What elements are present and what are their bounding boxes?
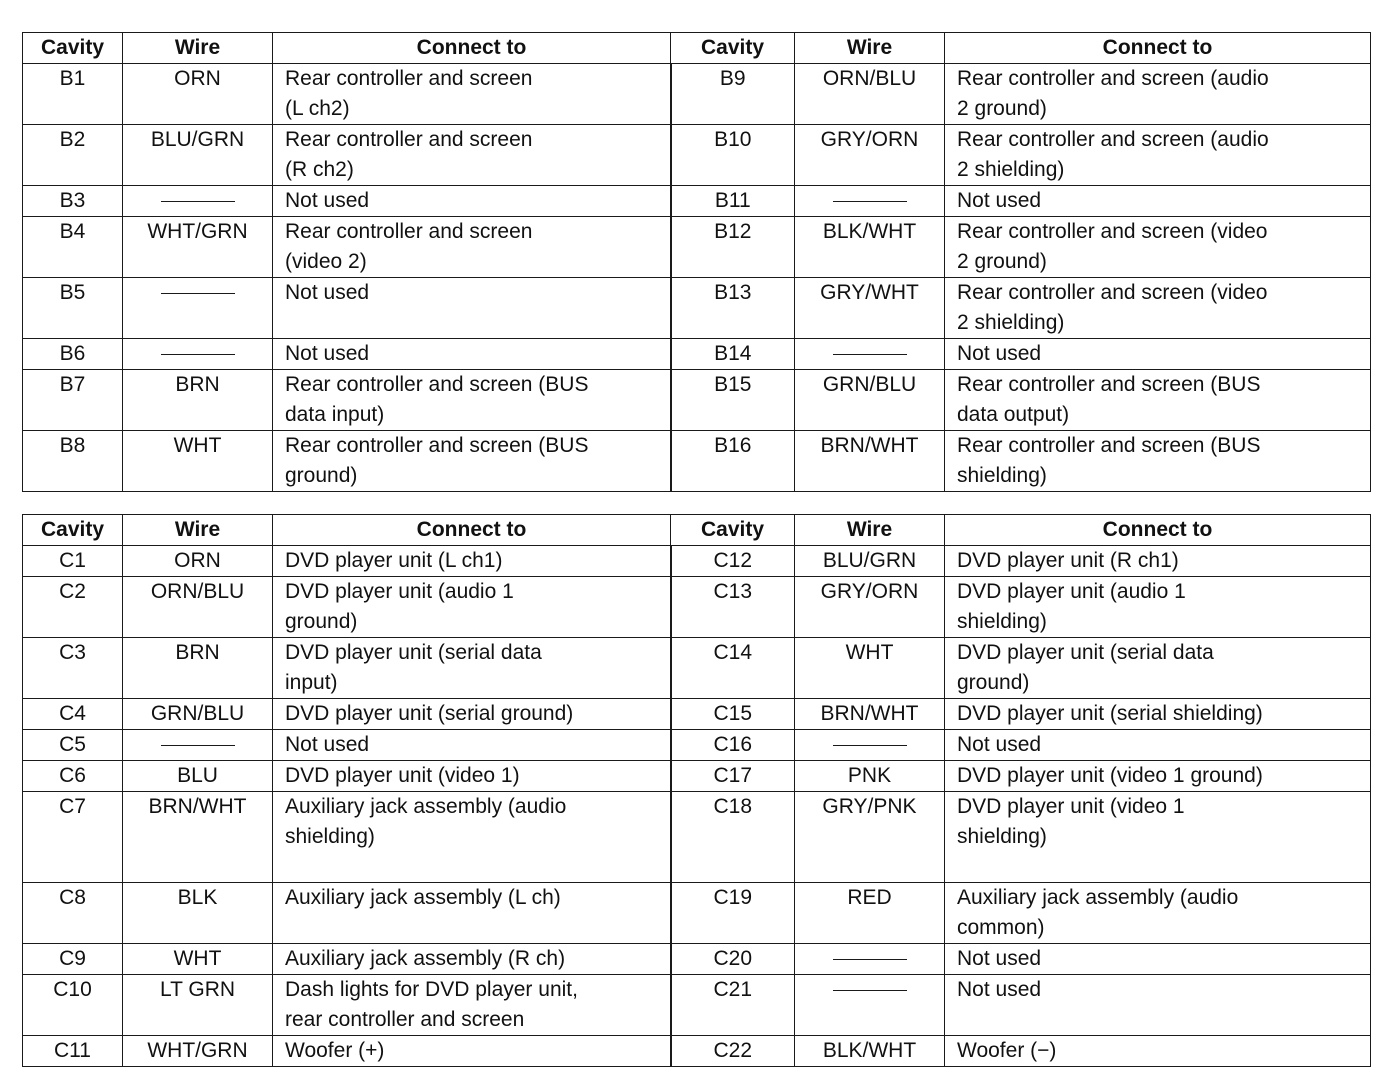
- connect-to-cell: [945, 370, 1371, 431]
- wire-color-cell: GRN/BLU: [123, 699, 273, 730]
- connect-to-cell: [945, 186, 1371, 217]
- connect-to-cell: [273, 546, 671, 577]
- cavity-cell: B8: [23, 431, 123, 492]
- table-row: [23, 64, 1371, 125]
- cavity-cell: B14: [671, 339, 795, 370]
- connect-to-line: ground): [285, 464, 358, 487]
- cavity-cell: B5: [23, 278, 123, 339]
- table-row: [23, 730, 1371, 761]
- table-row: [23, 217, 1371, 278]
- cavity-cell: C8: [23, 883, 123, 944]
- connect-to-line: Auxiliary jack assembly (audio: [957, 886, 1239, 909]
- table-row: [23, 761, 1371, 792]
- wire-color-cell: GRY/PNK: [795, 792, 945, 883]
- table-row: [23, 944, 1371, 975]
- wire-color-cell: WHT: [123, 431, 273, 492]
- connect-to-line: DVD player unit (L ch1): [285, 549, 503, 572]
- connect-to-line: DVD player unit (video 1 ground): [957, 764, 1263, 787]
- connect-to-line: [957, 852, 1370, 882]
- connect-to-cell: [273, 699, 671, 730]
- connect-to-line: Rear controller and screen (audio: [957, 128, 1269, 151]
- wire-color-cell: BLK/WHT: [795, 217, 945, 278]
- connect-to-cell: [945, 217, 1371, 278]
- wire-none-cell: [795, 730, 945, 761]
- cavity-cell: C22: [671, 1036, 795, 1067]
- connect-to-cell: [945, 730, 1371, 761]
- cavity-cell: B9: [671, 64, 795, 125]
- no-wire-dash: [833, 201, 907, 202]
- cavity-header: Cavity: [671, 33, 795, 64]
- wire-none-cell: [795, 186, 945, 217]
- wire-color-cell: GRY/WHT: [795, 278, 945, 339]
- cavity-cell: C9: [23, 944, 123, 975]
- connect-to-line: 2 ground): [957, 250, 1047, 273]
- connect-to-line: common): [957, 916, 1045, 939]
- connect-to-line: shielding): [957, 825, 1047, 848]
- connect-to-line: Not used: [957, 978, 1042, 1001]
- connect-to-line: DVD player unit (serial data: [285, 641, 542, 664]
- connect-to-cell: [945, 792, 1371, 883]
- cavity-cell: C18: [671, 792, 795, 883]
- wire-none-cell: [123, 186, 273, 217]
- wire-none-cell: [795, 944, 945, 975]
- wire-color-cell: WHT/GRN: [123, 217, 273, 278]
- header-row: [23, 33, 1371, 64]
- wire-none-cell: [123, 278, 273, 339]
- table-row: [23, 339, 1371, 370]
- connect-to-cell: [273, 125, 671, 186]
- connect-to-line: Rear controller and screen (BUS: [957, 434, 1261, 457]
- cavity-cell: B3: [23, 186, 123, 217]
- cavity-cell: C13: [671, 577, 795, 638]
- no-wire-dash: [161, 354, 235, 355]
- connect-to-line: [285, 852, 670, 882]
- cavity-cell: C3: [23, 638, 123, 699]
- cavity-cell: B16: [671, 431, 795, 492]
- connect-to-cell: [945, 125, 1371, 186]
- connect-to-line: Not used: [285, 189, 370, 212]
- cavity-cell: B12: [671, 217, 795, 278]
- connect-to-line: data output): [957, 403, 1070, 426]
- wire-none-cell: [123, 339, 273, 370]
- cavity-cell: C2: [23, 577, 123, 638]
- connect-to-line: DVD player unit (serial ground): [285, 702, 574, 725]
- connect-to-cell: [945, 431, 1371, 492]
- wire-color-cell: WHT: [795, 638, 945, 699]
- cavity-cell: B4: [23, 217, 123, 278]
- connect-to-cell: [945, 339, 1371, 370]
- connect-to-line: (L ch2): [285, 97, 350, 120]
- connector-c-pinout-table: [22, 514, 1371, 1067]
- wire-header: Wire: [795, 33, 945, 64]
- table-row: [23, 1036, 1371, 1067]
- connect-to-line: Not used: [957, 947, 1042, 970]
- connect-to-line: (R ch2): [285, 158, 354, 181]
- connect-to-line: rear controller and screen: [285, 1008, 525, 1031]
- table-row: [23, 370, 1371, 431]
- cavity-cell: C21: [671, 975, 795, 1036]
- cavity-cell: B11: [671, 186, 795, 217]
- cavity-cell: C19: [671, 883, 795, 944]
- cavity-cell: C15: [671, 699, 795, 730]
- wire-header: Wire: [795, 515, 945, 546]
- connect-to-cell: [273, 64, 671, 125]
- connect-to-cell: [273, 278, 671, 339]
- no-wire-dash: [833, 959, 907, 960]
- connect-to-line: Rear controller and screen (video: [957, 220, 1268, 243]
- cavity-header: Cavity: [23, 33, 123, 64]
- connect-to-cell: [273, 761, 671, 792]
- connector-b-pinout-table: [22, 32, 1371, 492]
- connect-to-cell: [273, 792, 671, 883]
- table-row: [23, 278, 1371, 339]
- connect-to-header: Connect to: [273, 33, 671, 64]
- table-row: [23, 792, 1371, 883]
- connect-to-cell: [273, 186, 671, 217]
- table-row: [23, 699, 1371, 730]
- wire-color-cell: BLU/GRN: [123, 125, 273, 186]
- wire-color-cell: ORN/BLU: [795, 64, 945, 125]
- cavity-cell: C1: [23, 546, 123, 577]
- cavity-header: Cavity: [671, 515, 795, 546]
- cavity-cell: C10: [23, 975, 123, 1036]
- connect-to-line: Rear controller and screen (BUS: [285, 373, 589, 396]
- connect-to-cell: [945, 546, 1371, 577]
- wire-color-cell: GRY/ORN: [795, 577, 945, 638]
- connect-to-header: Connect to: [945, 515, 1371, 546]
- connect-to-line: Dash lights for DVD player unit,: [285, 978, 578, 1001]
- wire-color-cell: BLU/GRN: [795, 546, 945, 577]
- connect-to-line: Rear controller and screen: [285, 128, 533, 151]
- table-body: [23, 64, 1371, 492]
- cavity-cell: B15: [671, 370, 795, 431]
- connect-to-cell: [273, 1036, 671, 1067]
- wire-color-cell: WHT/GRN: [123, 1036, 273, 1067]
- no-wire-dash: [161, 745, 235, 746]
- connect-to-header: Connect to: [945, 33, 1371, 64]
- connect-to-cell: [273, 975, 671, 1036]
- connect-to-cell: [945, 975, 1371, 1036]
- cavity-cell: B7: [23, 370, 123, 431]
- connect-to-line: Rear controller and screen: [285, 220, 533, 243]
- table-row: [23, 638, 1371, 699]
- connect-to-line: Not used: [285, 281, 370, 304]
- cavity-cell: C5: [23, 730, 123, 761]
- cavity-cell: C11: [23, 1036, 123, 1067]
- connect-to-line: DVD player unit (video 1: [957, 795, 1185, 818]
- wire-color-cell: ORN: [123, 546, 273, 577]
- table-row: [23, 546, 1371, 577]
- connect-to-header: Connect to: [273, 515, 671, 546]
- connect-to-line: 2 ground): [957, 97, 1047, 120]
- wire-color-cell: BLK/WHT: [795, 1036, 945, 1067]
- connect-to-cell: [945, 699, 1371, 730]
- wire-color-cell: BRN: [123, 370, 273, 431]
- connect-to-cell: [945, 1036, 1371, 1067]
- table-row: [23, 431, 1371, 492]
- connect-to-line: Not used: [285, 733, 370, 756]
- table-row: [23, 883, 1371, 944]
- no-wire-dash: [161, 201, 235, 202]
- connect-to-cell: [273, 431, 671, 492]
- wire-color-cell: BLK: [123, 883, 273, 944]
- connect-to-line: DVD player unit (serial data: [957, 641, 1214, 664]
- connect-to-line: [957, 1005, 1370, 1035]
- wire-color-cell: BRN/WHT: [795, 431, 945, 492]
- connect-to-cell: [273, 730, 671, 761]
- cavity-cell: C17: [671, 761, 795, 792]
- connect-to-cell: [273, 339, 671, 370]
- no-wire-dash: [161, 293, 235, 294]
- connect-to-cell: [945, 278, 1371, 339]
- no-wire-dash: [833, 990, 907, 991]
- connect-to-line: DVD player unit (video 1): [285, 764, 520, 787]
- wire-header: Wire: [123, 33, 273, 64]
- cavity-cell: B13: [671, 278, 795, 339]
- cavity-cell: B10: [671, 125, 795, 186]
- wire-color-cell: LT GRN: [123, 975, 273, 1036]
- connect-to-line: Rear controller and screen (video: [957, 281, 1268, 304]
- wire-color-cell: ORN: [123, 64, 273, 125]
- wire-color-cell: RED: [795, 883, 945, 944]
- connect-to-line: DVD player unit (audio 1: [285, 580, 514, 603]
- connect-to-line: DVD player unit (audio 1: [957, 580, 1186, 603]
- connect-to-cell: [945, 64, 1371, 125]
- connect-to-line: (video 2): [285, 250, 367, 273]
- connect-to-line: input): [285, 671, 338, 694]
- connect-to-line: ground): [285, 610, 358, 633]
- connect-to-line: Not used: [957, 733, 1042, 756]
- connect-to-cell: [945, 577, 1371, 638]
- cavity-cell: C4: [23, 699, 123, 730]
- connect-to-line: Rear controller and screen (audio: [957, 67, 1269, 90]
- cavity-cell: C14: [671, 638, 795, 699]
- cavity-cell: B2: [23, 125, 123, 186]
- cavity-cell: C12: [671, 546, 795, 577]
- cavity-cell: C7: [23, 792, 123, 883]
- cavity-header: Cavity: [23, 515, 123, 546]
- connect-to-cell: [273, 883, 671, 944]
- cavity-cell: B1: [23, 64, 123, 125]
- cavity-cell: C20: [671, 944, 795, 975]
- connect-to-cell: [945, 883, 1371, 944]
- wire-color-cell: BRN: [123, 638, 273, 699]
- connect-to-line: Woofer (−): [957, 1039, 1057, 1062]
- connect-to-line: shielding): [957, 610, 1047, 633]
- connect-to-line: Woofer (+): [285, 1039, 385, 1062]
- wire-color-cell: GRY/ORN: [795, 125, 945, 186]
- connect-to-cell: [273, 217, 671, 278]
- no-wire-dash: [833, 354, 907, 355]
- connect-to-cell: [273, 944, 671, 975]
- connect-to-line: DVD player unit (serial shielding): [957, 702, 1263, 725]
- connect-to-line: ground): [957, 671, 1030, 694]
- connect-to-line: Rear controller and screen (BUS: [957, 373, 1261, 396]
- connect-to-line: 2 shielding): [957, 311, 1065, 334]
- connect-to-line: Auxiliary jack assembly (R ch): [285, 947, 566, 970]
- wire-color-cell: BLU: [123, 761, 273, 792]
- connect-to-line: Not used: [957, 189, 1042, 212]
- connect-to-cell: [945, 638, 1371, 699]
- connect-to-line: Not used: [285, 342, 370, 365]
- cavity-cell: C16: [671, 730, 795, 761]
- wire-none-cell: [795, 975, 945, 1036]
- wire-color-cell: ORN/BLU: [123, 577, 273, 638]
- connect-to-line: Rear controller and screen: [285, 67, 533, 90]
- connect-to-cell: [273, 577, 671, 638]
- connect-to-line: [285, 913, 670, 943]
- wire-color-cell: WHT: [123, 944, 273, 975]
- connect-to-line: 2 shielding): [957, 158, 1065, 181]
- connect-to-line: shielding): [285, 825, 375, 848]
- table-row: [23, 577, 1371, 638]
- wire-color-cell: GRN/BLU: [795, 370, 945, 431]
- no-wire-dash: [833, 745, 907, 746]
- connect-to-cell: [945, 944, 1371, 975]
- connect-to-line: Not used: [957, 342, 1042, 365]
- connect-to-line: [285, 308, 670, 338]
- cavity-cell: C6: [23, 761, 123, 792]
- connect-to-cell: [273, 638, 671, 699]
- table-row: [23, 125, 1371, 186]
- connect-to-line: shielding): [957, 464, 1047, 487]
- connect-to-line: data input): [285, 403, 385, 426]
- table-body: [23, 546, 1371, 1067]
- connect-to-cell: [945, 761, 1371, 792]
- wire-none-cell: [123, 730, 273, 761]
- connect-to-line: Rear controller and screen (BUS: [285, 434, 589, 457]
- table-row: [23, 975, 1371, 1036]
- header-row: [23, 515, 1371, 546]
- connect-to-line: Auxiliary jack assembly (L ch): [285, 886, 561, 909]
- wire-header: Wire: [123, 515, 273, 546]
- wire-none-cell: [795, 339, 945, 370]
- wire-color-cell: PNK: [795, 761, 945, 792]
- table-row: [23, 186, 1371, 217]
- connect-to-line: DVD player unit (R ch1): [957, 549, 1179, 572]
- wire-color-cell: BRN/WHT: [123, 792, 273, 883]
- connect-to-line: Auxiliary jack assembly (audio: [285, 795, 567, 818]
- connect-to-cell: [273, 370, 671, 431]
- cavity-cell: B6: [23, 339, 123, 370]
- wire-color-cell: BRN/WHT: [795, 699, 945, 730]
